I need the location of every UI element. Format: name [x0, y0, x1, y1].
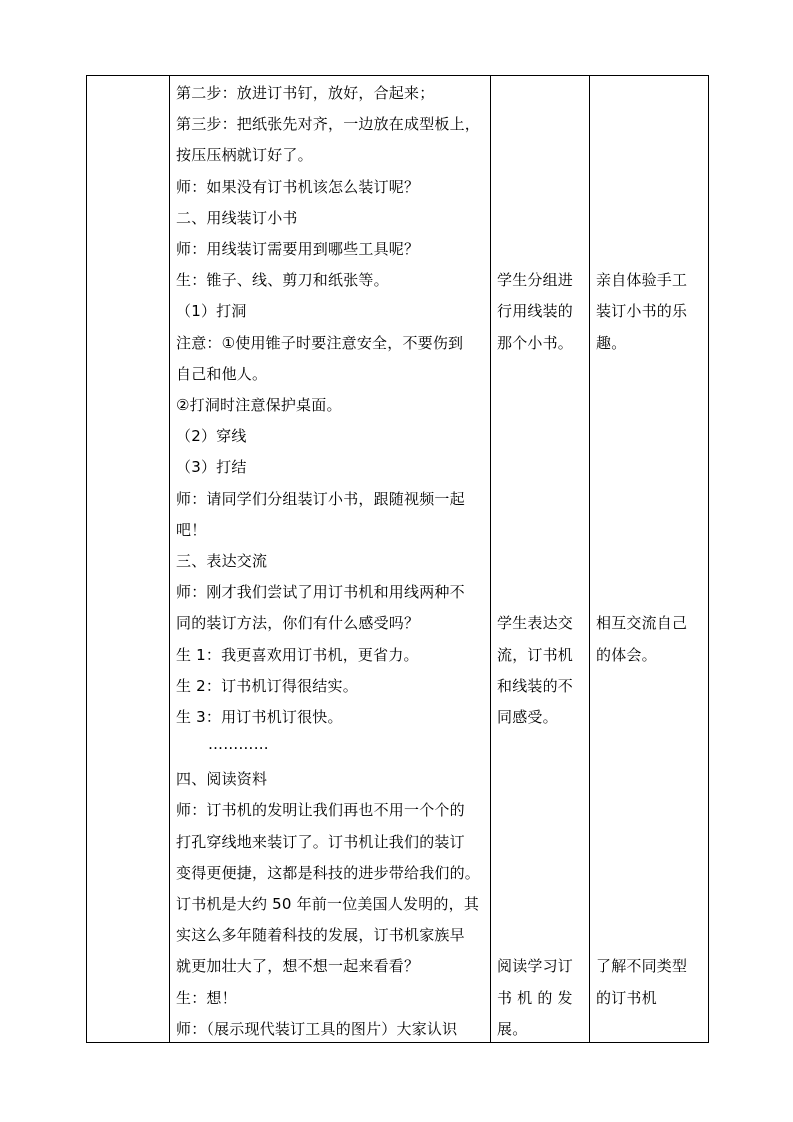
process-line: （2）穿线	[176, 427, 247, 445]
design-intent-line: 装订小书的乐	[596, 302, 688, 320]
process-line: 就更加壮大了，想不想一起来看看？	[176, 957, 420, 975]
process-line: 生 1：我更喜欢用订书机，更省力。	[176, 646, 419, 664]
process-line: （1）打洞	[176, 302, 247, 320]
student-activity-cell	[491, 76, 590, 1043]
process-line: （3）打结	[176, 458, 247, 476]
process-line: 自己和他人。	[176, 365, 268, 383]
process-line: 按压压柄就订好了。	[176, 146, 313, 164]
process-line: 订书机是大约 50 年前一位美国人发明的，其	[176, 895, 480, 913]
section-heading: 二、用线装订小书	[176, 209, 298, 227]
process-line: 师：（展示现代装订工具的图片）大家认识	[176, 1020, 458, 1038]
student-activity-line: 展。	[497, 1020, 528, 1038]
process-line: 注意：①使用锥子时要注意安全，不要伤到	[176, 334, 464, 352]
process-line: 第二步：放进订书钉，放好，合起来；	[176, 84, 435, 102]
process-line: 师：刚才我们尝试了用订书机和用线两种不	[176, 583, 465, 601]
process-line: 生：锥子、线、剪刀和纸张等。	[176, 271, 389, 289]
process-line: 师：订书机的发明让我们再也不用一个个的	[176, 801, 465, 819]
process-line: 第三步：把纸张先对齐，一边放在成型板上，	[176, 115, 481, 133]
process-line: 打孔穿线地来装订了。订书机让我们的装订	[176, 833, 465, 851]
process-line: 吧！	[176, 521, 207, 539]
section-heading: 四、阅读资料	[176, 770, 268, 788]
ellipsis-line: …………	[208, 735, 269, 753]
student-activity-line: 阅读学习订	[497, 957, 574, 975]
process-line: 师：如果没有订书机该怎么装订呢？	[176, 178, 420, 196]
section-label-cell	[87, 76, 170, 1043]
table-row	[87, 76, 709, 1043]
design-intent-line: 了解不同类型	[596, 957, 688, 975]
student-activity-line: 那个小书。	[497, 334, 574, 352]
student-activity-line: 书 机 的 发	[497, 989, 573, 1007]
process-line: 生 3：用订书机订很快。	[176, 708, 343, 726]
design-intent-line: 的体会。	[596, 646, 657, 664]
process-line: ②打洞时注意保护桌面。	[176, 396, 342, 414]
process-line: 师：请同学们分组装订小书，跟随视频一起	[176, 490, 465, 508]
student-activity-line: 学生表达交	[497, 614, 574, 632]
design-intent-line: 相互交流自己	[596, 614, 688, 632]
student-activity-line: 和线装的不	[497, 677, 574, 695]
student-activity-line: 行用线装的	[497, 302, 574, 320]
design-intent-line: 亲自体验手工	[596, 271, 688, 289]
teaching-process-cell	[170, 76, 491, 1043]
student-activity-line: 流，订书机	[497, 646, 574, 664]
process-line: 师：用线装订需要用到哪些工具呢？	[176, 240, 420, 258]
design-intent-cell	[590, 76, 709, 1043]
student-activity-line: 同感受。	[497, 708, 558, 726]
process-line: 实这么多年随着科技的发展，订书机家族早	[176, 926, 465, 944]
lesson-plan-table	[86, 75, 709, 1043]
process-line: 同的装订方法，你们有什么感受吗？	[176, 614, 420, 632]
process-line: 生 2：订书机订得很结实。	[176, 677, 358, 695]
process-line: 变得更便捷，这都是科技的进步带给我们的。	[176, 864, 481, 882]
section-heading: 三、表达交流	[176, 552, 268, 570]
design-intent-line: 趣。	[596, 334, 627, 352]
design-intent-line: 的订书机	[596, 989, 657, 1007]
process-line: 生：想！	[176, 989, 237, 1007]
student-activity-line: 学生分组进	[497, 271, 574, 289]
